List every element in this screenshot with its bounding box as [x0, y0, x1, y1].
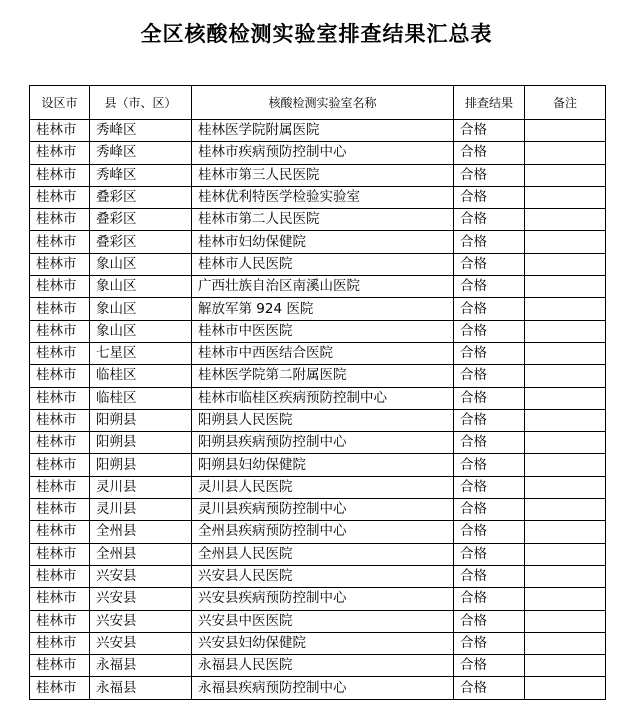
cell-city: 桂林市 — [30, 499, 90, 521]
cell-lab-name: 解放军第 924 医院 — [192, 298, 454, 320]
cell-result: 合格 — [454, 632, 525, 654]
cell-note — [525, 186, 606, 208]
cell-city: 桂林市 — [30, 298, 90, 320]
table-row — [30, 521, 606, 543]
cell-note — [525, 521, 606, 543]
cell-note — [525, 677, 606, 699]
cell-county: 叠彩区 — [90, 186, 192, 208]
cell-note — [525, 409, 606, 431]
lab-summary-table — [29, 85, 606, 700]
cell-result: 合格 — [454, 588, 525, 610]
cell-lab-name: 桂林市人民医院 — [192, 253, 454, 275]
table-row — [30, 186, 606, 208]
cell-result: 合格 — [454, 432, 525, 454]
cell-lab-name: 桂林市中医医院 — [192, 320, 454, 342]
cell-note — [525, 209, 606, 231]
cell-result: 合格 — [454, 320, 525, 342]
cell-result: 合格 — [454, 342, 525, 364]
table-row — [30, 409, 606, 431]
cell-lab-name: 桂林市临桂区疾病预防控制中心 — [192, 387, 454, 409]
cell-city: 桂林市 — [30, 432, 90, 454]
cell-county: 兴安县 — [90, 632, 192, 654]
cell-result: 合格 — [454, 209, 525, 231]
cell-lab-name: 桂林市第三人民医院 — [192, 164, 454, 186]
cell-lab-name: 全州县疾病预防控制中心 — [192, 521, 454, 543]
cell-result: 合格 — [454, 387, 525, 409]
cell-county: 兴安县 — [90, 610, 192, 632]
cell-lab-name: 灵川县疾病预防控制中心 — [192, 499, 454, 521]
cell-result: 合格 — [454, 120, 525, 142]
cell-note — [525, 632, 606, 654]
cell-result: 合格 — [454, 565, 525, 587]
header-county: 县（市、区） — [90, 86, 192, 120]
cell-lab-name: 桂林市疾病预防控制中心 — [192, 142, 454, 164]
cell-county: 永福县 — [90, 655, 192, 677]
cell-note — [525, 543, 606, 565]
cell-lab-name: 灵川县人民医院 — [192, 476, 454, 498]
table-row — [30, 588, 606, 610]
cell-city: 桂林市 — [30, 253, 90, 275]
cell-county: 秀峰区 — [90, 120, 192, 142]
cell-city: 桂林市 — [30, 342, 90, 364]
cell-city: 桂林市 — [30, 543, 90, 565]
cell-result: 合格 — [454, 186, 525, 208]
cell-county: 七星区 — [90, 342, 192, 364]
table-row — [30, 565, 606, 587]
cell-note — [525, 588, 606, 610]
cell-county: 阳朔县 — [90, 432, 192, 454]
cell-county: 阳朔县 — [90, 454, 192, 476]
cell-result: 合格 — [454, 499, 525, 521]
cell-lab-name: 永福县疾病预防控制中心 — [192, 677, 454, 699]
cell-note — [525, 432, 606, 454]
cell-note — [525, 476, 606, 498]
cell-city: 桂林市 — [30, 365, 90, 387]
table-row — [30, 231, 606, 253]
cell-county: 象山区 — [90, 253, 192, 275]
header-note: 备注 — [525, 86, 606, 120]
cell-result: 合格 — [454, 164, 525, 186]
cell-lab-name: 桂林医学院第二附属医院 — [192, 365, 454, 387]
cell-city: 桂林市 — [30, 655, 90, 677]
cell-result: 合格 — [454, 231, 525, 253]
table-row — [30, 499, 606, 521]
cell-result: 合格 — [454, 543, 525, 565]
cell-result: 合格 — [454, 521, 525, 543]
cell-result: 合格 — [454, 409, 525, 431]
cell-result: 合格 — [454, 677, 525, 699]
cell-lab-name: 兴安县中医医院 — [192, 610, 454, 632]
table-row — [30, 209, 606, 231]
cell-note — [525, 454, 606, 476]
table-row — [30, 432, 606, 454]
cell-lab-name: 阳朔县疾病预防控制中心 — [192, 432, 454, 454]
table-row — [30, 298, 606, 320]
cell-county: 叠彩区 — [90, 231, 192, 253]
cell-city: 桂林市 — [30, 186, 90, 208]
table-body — [30, 120, 606, 700]
cell-note — [525, 499, 606, 521]
cell-note — [525, 320, 606, 342]
cell-lab-name: 兴安县妇幼保健院 — [192, 632, 454, 654]
cell-result: 合格 — [454, 298, 525, 320]
cell-lab-name: 桂林市妇幼保健院 — [192, 231, 454, 253]
table-row — [30, 677, 606, 699]
cell-note — [525, 142, 606, 164]
cell-result: 合格 — [454, 142, 525, 164]
cell-city: 桂林市 — [30, 677, 90, 699]
cell-note — [525, 342, 606, 364]
table-row — [30, 632, 606, 654]
cell-note — [525, 655, 606, 677]
cell-result: 合格 — [454, 476, 525, 498]
table-row — [30, 164, 606, 186]
cell-lab-name: 永福县人民医院 — [192, 655, 454, 677]
cell-city: 桂林市 — [30, 387, 90, 409]
cell-city: 桂林市 — [30, 588, 90, 610]
cell-result: 合格 — [454, 655, 525, 677]
cell-county: 兴安县 — [90, 565, 192, 587]
cell-county: 象山区 — [90, 298, 192, 320]
cell-county: 灵川县 — [90, 476, 192, 498]
cell-lab-name: 阳朔县人民医院 — [192, 409, 454, 431]
cell-lab-name: 桂林医学院附属医院 — [192, 120, 454, 142]
table-row — [30, 543, 606, 565]
cell-note — [525, 387, 606, 409]
table-row — [30, 253, 606, 275]
cell-county: 临桂区 — [90, 387, 192, 409]
cell-county: 永福县 — [90, 677, 192, 699]
cell-city: 桂林市 — [30, 409, 90, 431]
cell-lab-name: 广西壮族自治区南溪山医院 — [192, 276, 454, 298]
table-row — [30, 276, 606, 298]
cell-city: 桂林市 — [30, 142, 90, 164]
page-title: 全区核酸检测实验室排查结果汇总表 — [140, 22, 493, 46]
cell-note — [525, 253, 606, 275]
table-row — [30, 476, 606, 498]
cell-result: 合格 — [454, 454, 525, 476]
table-row — [30, 320, 606, 342]
table-row — [30, 365, 606, 387]
cell-county: 兴安县 — [90, 588, 192, 610]
cell-city: 桂林市 — [30, 164, 90, 186]
table-row — [30, 142, 606, 164]
cell-county: 象山区 — [90, 276, 192, 298]
cell-city: 桂林市 — [30, 610, 90, 632]
cell-city: 桂林市 — [30, 231, 90, 253]
cell-city: 桂林市 — [30, 521, 90, 543]
cell-city: 桂林市 — [30, 454, 90, 476]
cell-city: 桂林市 — [30, 476, 90, 498]
cell-note — [525, 365, 606, 387]
cell-county: 灵川县 — [90, 499, 192, 521]
cell-note — [525, 120, 606, 142]
cell-city: 桂林市 — [30, 320, 90, 342]
table-row — [30, 610, 606, 632]
cell-county: 全州县 — [90, 521, 192, 543]
cell-city: 桂林市 — [30, 209, 90, 231]
cell-note — [525, 298, 606, 320]
cell-lab-name: 桂林优利特医学检验实验室 — [192, 186, 454, 208]
cell-county: 秀峰区 — [90, 164, 192, 186]
header-city: 设区市 — [30, 86, 90, 120]
cell-county: 叠彩区 — [90, 209, 192, 231]
cell-county: 象山区 — [90, 320, 192, 342]
cell-lab-name: 桂林市第二人民医院 — [192, 209, 454, 231]
cell-city: 桂林市 — [30, 120, 90, 142]
table-row — [30, 655, 606, 677]
cell-lab-name: 桂林市中西医结合医院 — [192, 342, 454, 364]
cell-lab-name: 全州县人民医院 — [192, 543, 454, 565]
cell-result: 合格 — [454, 365, 525, 387]
cell-result: 合格 — [454, 276, 525, 298]
cell-result: 合格 — [454, 610, 525, 632]
cell-note — [525, 565, 606, 587]
cell-result: 合格 — [454, 253, 525, 275]
table-row — [30, 342, 606, 364]
cell-city: 桂林市 — [30, 632, 90, 654]
table-row — [30, 454, 606, 476]
cell-county: 临桂区 — [90, 365, 192, 387]
header-lab-name: 核酸检测实验室名称 — [192, 86, 454, 120]
cell-note — [525, 164, 606, 186]
cell-city: 桂林市 — [30, 565, 90, 587]
cell-city: 桂林市 — [30, 276, 90, 298]
cell-lab-name: 兴安县疾病预防控制中心 — [192, 588, 454, 610]
table-header-row — [30, 86, 606, 120]
cell-county: 秀峰区 — [90, 142, 192, 164]
cell-note — [525, 231, 606, 253]
cell-note — [525, 276, 606, 298]
cell-lab-name: 兴安县人民医院 — [192, 565, 454, 587]
cell-county: 阳朔县 — [90, 409, 192, 431]
cell-lab-name: 阳朔县妇幼保健院 — [192, 454, 454, 476]
cell-county: 全州县 — [90, 543, 192, 565]
header-result: 排查结果 — [454, 86, 525, 120]
table-row — [30, 120, 606, 142]
cell-note — [525, 610, 606, 632]
table-row — [30, 387, 606, 409]
